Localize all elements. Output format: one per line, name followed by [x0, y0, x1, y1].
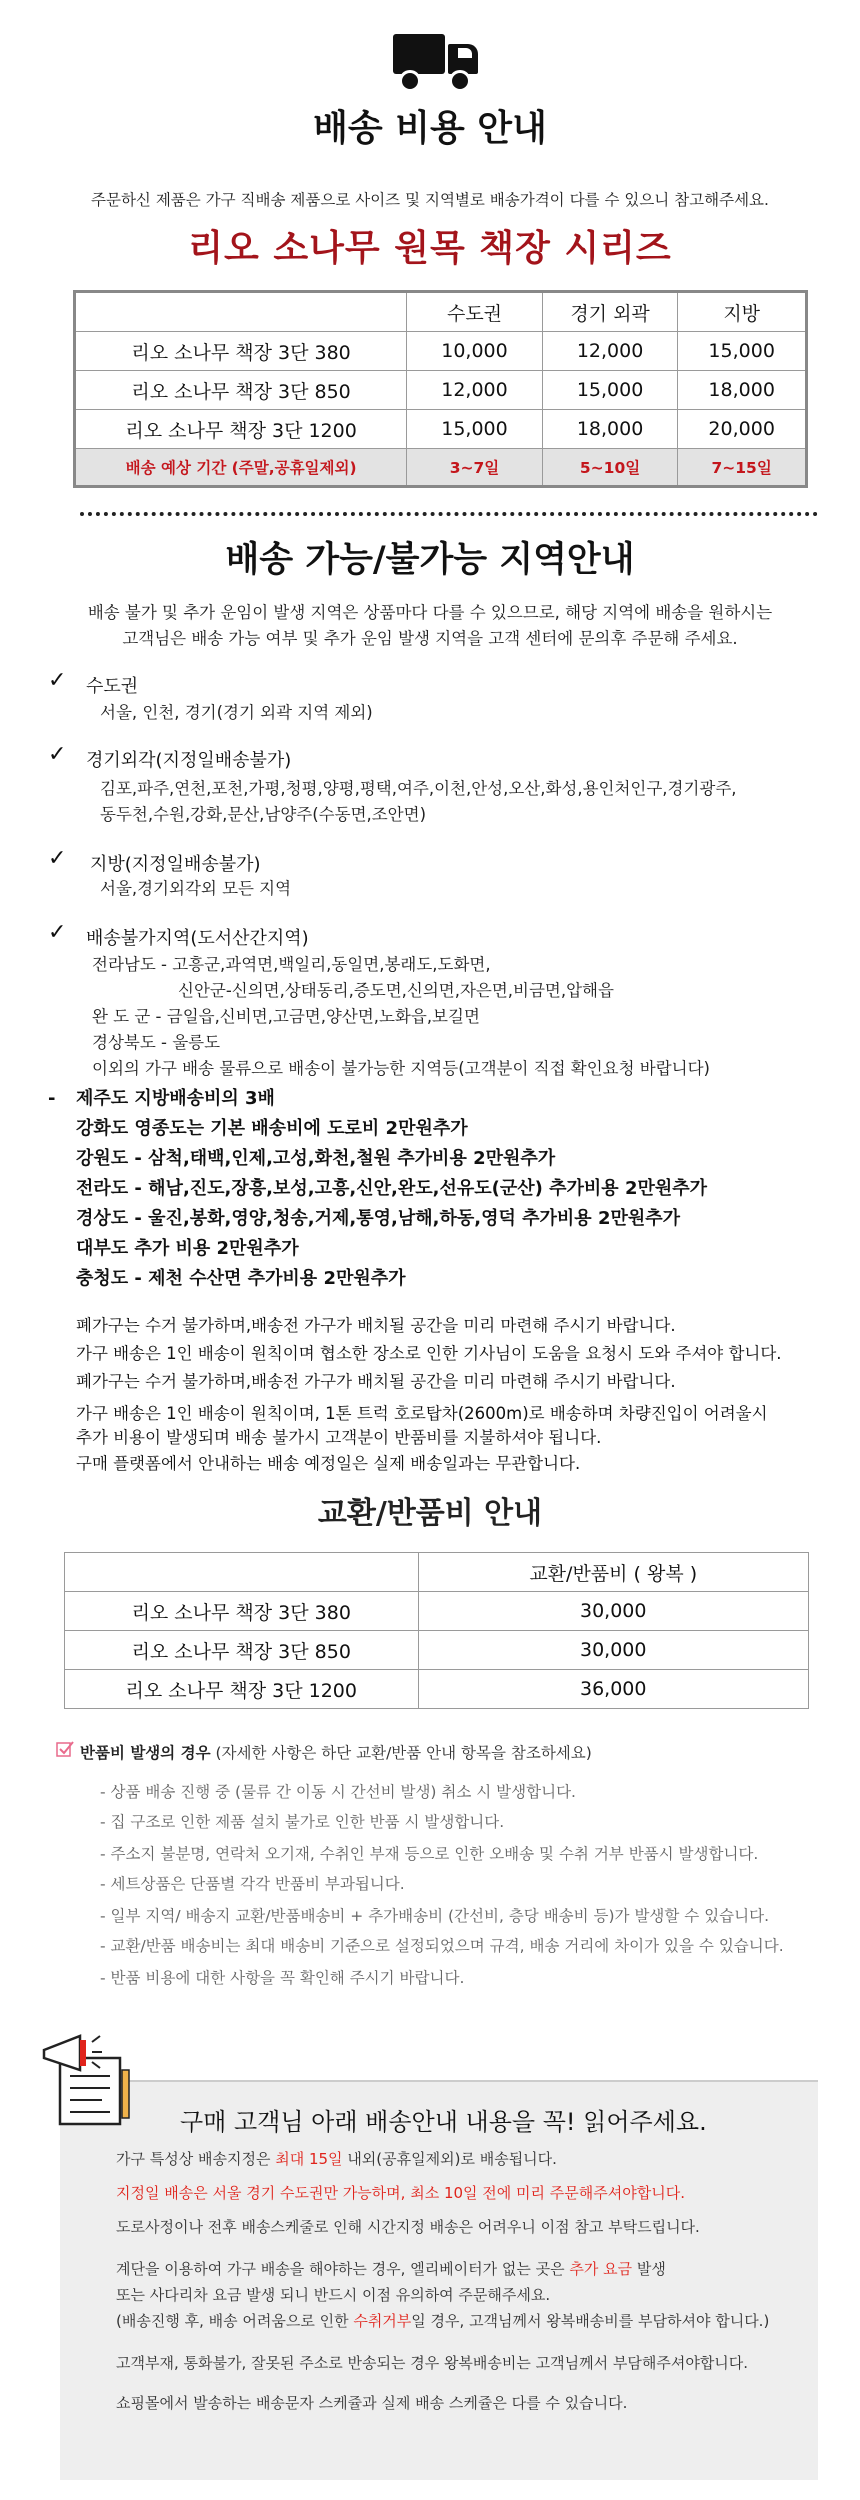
notice-title: 구매 고객님 아래 배송안내 내용을 꼭! 읽어주세요.: [180, 2108, 707, 2136]
availability-intro: 배송 불가 및 추가 운임이 발생 지역은 상품마다 다를 수 있으므로, 해당 지역에 배송을 원하시는: [87, 603, 773, 622]
price-cell: 10,000: [407, 332, 543, 371]
availability-title: 배송 가능/불가능 지역안내: [225, 540, 635, 580]
extra-fee-line: 강화도 영종도는 기본 배송비에 도로비 2만원추가: [76, 1118, 468, 1139]
exchange-title: 교환/반품비 안내: [317, 1496, 543, 1531]
table-header-row: [75, 292, 807, 332]
notice-text: 내외(공휴일제외)로 배송됩니다.: [342, 2150, 557, 2168]
table-header-cell: 교환/반품비 ( 왕복 ): [418, 1553, 809, 1592]
price-cell: 18,000: [678, 371, 807, 410]
notice-highlight: 수취거부: [353, 2312, 412, 2330]
delivery-period-cell: 7~15일: [678, 449, 807, 487]
shipping-cost-table: [73, 290, 808, 488]
section-title-regional: 지방(지정일배송불가): [90, 854, 261, 875]
return-fee-title-bold: 반품비 발생의 경우: [80, 1744, 211, 1762]
unavailable-desc: 신안군-신의면,상태동리,증도면,신의면,자은면,비금면,압해읍: [178, 981, 614, 1000]
notice-line: 도로사정이나 전후 배송스케줄로 인해 시간지정 배송은 어려우니 이점 참고 부탁드립니다.: [116, 2218, 700, 2236]
price-cell: 15,000: [407, 410, 543, 449]
table-row: [75, 332, 807, 371]
notice-line: 지정일 배송은 서울 경기 수도권만 가능하며, 최소 10일 전에 미리 주문해주셔야합니다.: [116, 2184, 685, 2202]
table-header-cell: 경기 외곽: [542, 292, 678, 332]
product-name: 리오 소나무 책장 3단 380: [75, 332, 407, 371]
return-fee-line: - 세트상품은 단품별 각각 반품비 부과됩니다.: [100, 1875, 405, 1893]
megaphone-icon: [40, 2030, 150, 2120]
section-title-capital: 수도권: [86, 676, 139, 697]
return-fee-line: - 상품 배송 진행 중 (물류 간 이동 시 간선비 발생) 취소 시 발생합니다.: [100, 1783, 576, 1801]
outer-desc: 동두천,수원,강화,문산,남양주(수동면,조안면): [100, 805, 427, 824]
notice-text: 가구 특성상 배송지정은: [116, 2150, 276, 2168]
extra-fee-line: 대부도 추가 비용 2만원추가: [76, 1238, 299, 1259]
delivery-period-cell: 3~7일: [407, 449, 543, 487]
exchange-fee-table: [64, 1552, 809, 1709]
notice-text: 발생: [632, 2260, 666, 2278]
fee-cell: 36,000: [418, 1670, 809, 1709]
notice-highlight: 최대 15일: [275, 2150, 343, 2168]
table-header-row: [65, 1553, 809, 1592]
notice-line: 쇼핑몰에서 발송하는 배송문자 스케쥴과 실제 배송 스케쥴은 다를 수 있습니다.: [116, 2394, 628, 2412]
price-cell: 15,000: [678, 332, 807, 371]
notice-line: 고객부재, 통화불가, 잘못된 주소로 반송되는 경우 왕복배송비는 고객님께서 부담해주셔야합니다.: [116, 2354, 749, 2372]
check-icon: ✓: [48, 920, 67, 945]
extra-fee-line: 경상도 - 울진,봉화,영양,청송,거제,통영,남해,하동,영덕 추가비용 2만원추가: [76, 1208, 681, 1229]
return-fee-line: - 주소지 불분명, 연락처 오기재, 수취인 부재 등으로 인한 오배송 및 수취 거부 반품시 발생합니다.: [100, 1845, 759, 1863]
delivery-period-label: 배송 예상 기간 (주말,공휴일제외): [75, 449, 407, 487]
table-row: [65, 1592, 809, 1631]
notice-text: 계단을 이용하여 가구 배송을 해야하는 경우, 엘리베이터가 없는 곳은: [116, 2260, 570, 2278]
table-header-cell: [75, 292, 407, 332]
delivery-period-row: [75, 449, 807, 487]
price-cell: 18,000: [542, 410, 678, 449]
outer-desc: 김포,파주,연천,포천,가평,청평,양평,평택,여주,이천,안성,오산,화성,용인처인구,경기광주,: [100, 779, 737, 798]
delivery-period-cell: 5~10일: [542, 449, 678, 487]
notice-line: 또는 사다리차 요금 발생 되니 반드시 이점 유의하여 주문해주세요.: [116, 2286, 551, 2304]
notice-line: 구매 플랫폼에서 안내하는 배송 예정일은 실제 배송일과는 무관합니다.: [76, 1454, 581, 1473]
product-name: 리오 소나무 책장 3단 380: [65, 1592, 419, 1631]
notice-line: 폐가구는 수거 불가하며,배송전 가구가 배치될 공간을 미리 마련해 주시기 바랍니다.: [76, 1372, 676, 1391]
notice-text: 일 경우, 고객님께서 왕복배송비를 부담하셔야 합니다.): [411, 2312, 770, 2330]
return-fee-title: [80, 1741, 592, 1763]
notice-box: [60, 2080, 818, 2480]
table-header-cell: 지방: [678, 292, 807, 332]
unavailable-desc: 경상북도 - 울릉도: [92, 1033, 221, 1052]
table-row: [65, 1631, 809, 1670]
price-cell: 12,000: [542, 332, 678, 371]
truck-icon: [393, 34, 479, 88]
return-fee-line: - 교환/반품 배송비는 최대 배송비 기준으로 설정되었으며 규격, 배송 거리에 차이가 있을 수 있습니다.: [100, 1937, 784, 1955]
unavailable-desc: 완 도 군 - 금일읍,신비면,고금면,양산면,노화읍,보길면: [92, 1007, 480, 1026]
table-header-cell: 수도권: [407, 292, 543, 332]
notice-divider: [60, 2080, 818, 2082]
product-name: 리오 소나무 책장 3단 850: [75, 371, 407, 410]
check-icon: ✓: [48, 742, 67, 767]
dash-bullet: -: [48, 1088, 56, 1109]
intro-text: 주문하신 제품은 가구 직배송 제품으로 사이즈 및 지역별로 배송가격이 다를 수 있으니 참고해주세요.: [91, 191, 769, 209]
notice-highlight: 추가 요금: [569, 2260, 633, 2278]
regional-desc: 서울,경기외각외 모든 지역: [100, 879, 292, 898]
product-name: 리오 소나무 책장 3단 1200: [65, 1670, 419, 1709]
price-cell: 15,000: [542, 371, 678, 410]
extra-fee-line: 충청도 - 제천 수산면 추가비용 2만원추가: [76, 1268, 406, 1289]
unavailable-desc: 이외의 가구 배송 물류으로 배송이 불가능한 지역등(고객분이 직접 확인요청 바랍니다): [92, 1059, 710, 1078]
notice-line: 추가 비용이 발생되며 배송 불가시 고객분이 반품비를 지불하셔야 됩니다.: [76, 1428, 602, 1447]
return-fee-title-rest: (자세한 사항은 하단 교환/반품 안내 항목을 참조하세요): [210, 1744, 592, 1762]
extra-fee-line: 전라도 - 해남,진도,장흥,보성,고흥,신안,완도,선유도(군산) 추가비용 2만원추가: [76, 1178, 708, 1199]
check-icon: ✓: [48, 846, 67, 871]
section-title-outer: 경기외각(지정일배송불가): [86, 750, 292, 771]
return-fee-line: - 일부 지역/ 배송지 교환/반품배송비 + 추가배송비 (간선비, 층당 배송비 등)가 발생할 수 있습니다.: [100, 1907, 770, 1925]
return-fee-line: - 집 구조로 인한 제품 설치 불가로 인한 반품 시 발생합니다.: [100, 1813, 505, 1831]
checkbox-icon: [56, 1740, 72, 1756]
notice-line: 가구 배송은 1인 배송이 원칙이며 협소한 장소로 인한 기사님이 도움을 요청시 도와 주셔야 합니다.: [76, 1344, 782, 1363]
section-title-unavailable: 배송불가지역(도서산간지역): [86, 928, 309, 949]
table-row: [75, 410, 807, 449]
price-cell: 12,000: [407, 371, 543, 410]
product-name: 리오 소나무 책장 3단 850: [65, 1631, 419, 1670]
return-fee-line: - 반품 비용에 대한 사항을 꼭 확인해 주시기 바랍니다.: [100, 1969, 465, 1987]
dotted-divider: [80, 512, 818, 516]
check-icon: ✓: [48, 668, 67, 693]
fee-cell: 30,000: [418, 1631, 809, 1670]
table-row: [75, 371, 807, 410]
notice-line: 폐가구는 수거 불가하며,배송전 가구가 배치될 공간을 미리 마련해 주시기 바랍니다.: [76, 1316, 676, 1335]
availability-intro: 고객님은 배송 가능 여부 및 추가 운임 발생 지역을 고객 센터에 문의후 주문해 주세요.: [122, 629, 738, 648]
table-row: [65, 1670, 809, 1709]
unavailable-desc: 전라남도 - 고흥군,과역면,백일리,동일면,봉래도,도화면,: [92, 955, 491, 974]
notice-text: (배송진행 후, 배송 어려움으로 인한: [116, 2312, 354, 2330]
extra-fee-line: 강원도 - 삼척,태백,인제,고성,화천,철원 추가비용 2만원추가: [76, 1148, 556, 1169]
notice-line: [116, 2310, 769, 2331]
page-title: 배송 비용 안내: [313, 108, 547, 149]
table-header-cell: [65, 1553, 419, 1592]
notice-line: [116, 2148, 557, 2169]
price-cell: 20,000: [678, 410, 807, 449]
extra-fee-line: 제주도 지방배송비의 3배: [76, 1088, 275, 1109]
capital-desc: 서울, 인천, 경기(경기 외곽 지역 제외): [100, 703, 373, 722]
series-title: 리오 소나무 원목 책장 시리즈: [188, 228, 672, 269]
notice-line: [116, 2258, 666, 2279]
notice-line: 가구 배송은 1인 배송이 원칙이며, 1톤 트럭 호로탑차(2600m)로 배송하며 차량진입이 어려울시: [76, 1404, 768, 1423]
product-name: 리오 소나무 책장 3단 1200: [75, 410, 407, 449]
fee-cell: 30,000: [418, 1592, 809, 1631]
